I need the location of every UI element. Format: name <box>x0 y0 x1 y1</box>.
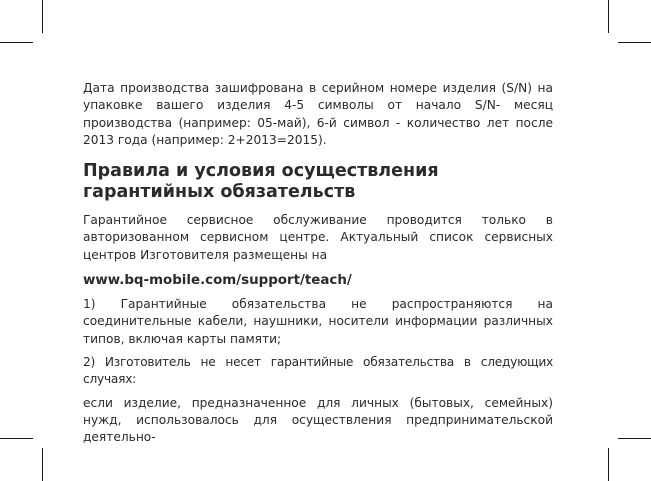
service-paragraph: Гарантийное сервисное обслуживание проводится только в авторизованном сервисном центре. Актуальный список сервисных центров Изготовителя размещены на <box>83 213 553 262</box>
crop-mark-left-bottom <box>0 438 33 439</box>
warranty-item-1: 1) Гарантийные обязательства не распространяются на соединительные кабели, наушники, носители информации различных типов, включая карты памяти; <box>83 297 553 346</box>
crop-mark-right-top <box>618 42 651 43</box>
document-page <box>83 80 553 446</box>
section-heading: Правила и условия осуществления гарантийных обязательств <box>83 161 439 203</box>
crop-mark-right-bottom <box>618 438 651 439</box>
crop-mark-top-left <box>42 0 43 33</box>
crop-mark-left-top <box>0 42 33 43</box>
crop-mark-top-right <box>608 0 609 33</box>
crop-mark-bottom-right <box>608 448 609 481</box>
crop-mark-bottom-left <box>42 448 43 481</box>
service-url-link[interactable]: www.bq-mobile.com/support/teach/ <box>83 273 352 289</box>
warranty-item-2-case: если изделие, предназначенное для личных (бытовых, семейных) нужд, использовалось для осуществления предпринимательской деятельно- <box>83 395 553 445</box>
intro-paragraph: Дата производства зашифрована в серийном номере изделия (S/N) на упаковке вашего изделия 4-5 символы от начало S/N- месяц производства (например: 05-май), 6-й символ - количество лет после 2013 года (например: 2+2013=2015). <box>83 81 553 147</box>
warranty-item-2: 2) Изготовитель не несет гарантийные обязательства в следующих случаях: <box>83 354 553 387</box>
